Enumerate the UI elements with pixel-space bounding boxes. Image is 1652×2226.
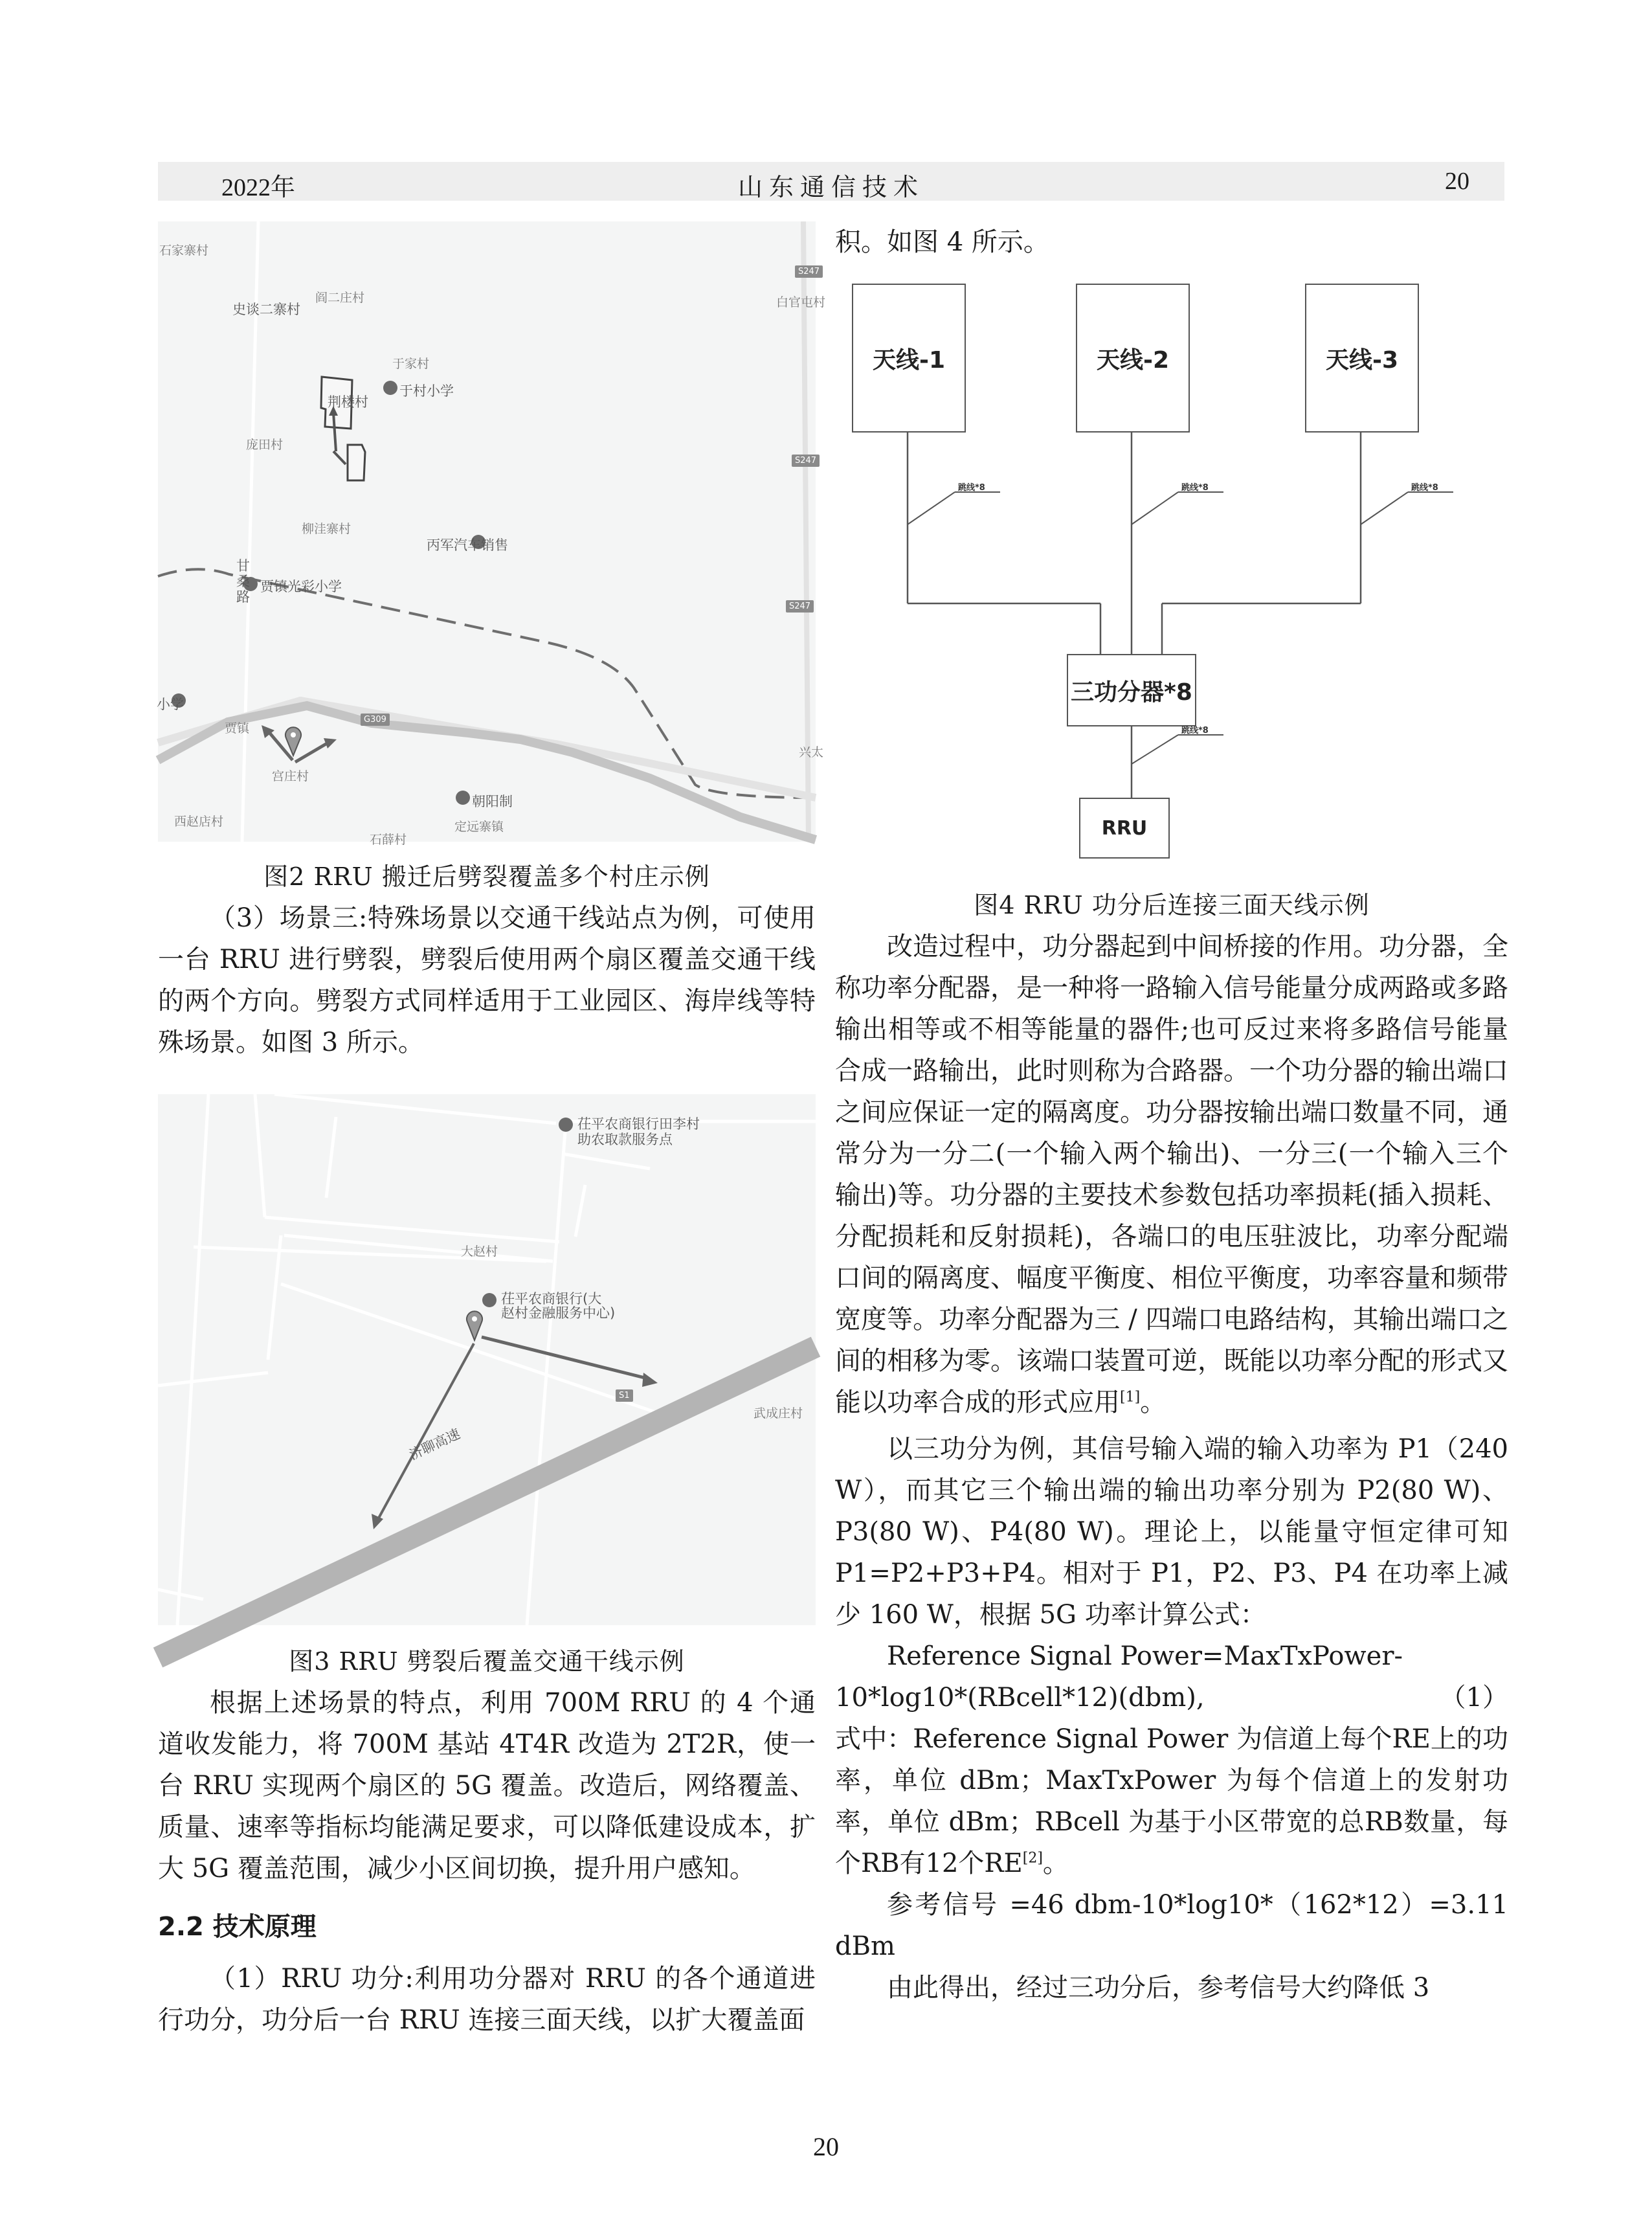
map-label: 茌平农商银行田李村 (577, 1116, 700, 1132)
arrowhead-east (642, 1373, 658, 1387)
road-shield: G309 (361, 714, 390, 726)
factory-icon (456, 791, 470, 805)
figure2-caption: 图2 RRU 搬迁后劈裂覆盖多个村庄示例 (263, 862, 710, 891)
map-label: 史谈二寨村 (232, 302, 300, 317)
header-journal: 山东通信技术 (737, 174, 924, 201)
paragraph-conclusion: 由此得出，经过三功分后，参考信号大约降低 3 (887, 1973, 1430, 2003)
map-label: 西赵店村 (174, 815, 224, 829)
paragraph-splitter-end: 。 (1140, 1388, 1166, 1417)
figure2-map (157, 221, 826, 847)
map-railway (158, 569, 816, 798)
map-label: 定远寨镇 (454, 820, 504, 834)
antenna-2-box: 天线-2 (1076, 284, 1190, 433)
jumper-label: 跳线*8 (1181, 483, 1209, 493)
map-label: 柳洼寨村 (302, 522, 352, 536)
figure3-map (158, 1094, 816, 1625)
paragraph-splitter-text: 改造过程中，功分器起到中间桥接的作用。功分器，全称功率分配器，是一种将一路输入信号能量分成两路或多路输出相等或不相等能量的器件;也可反过来将多路信号能量合成一路输出，此时则称为合路器。一个功分器的输出端口之间应保证一定的隔离度。功分器按输出端口数量不同，通常分为一分二(一个输入两个输出)、一分三(一个输入三个输出)等。功分器的主要技术参数包括功率损耗(插入损耗、分配损耗和反射损耗)，各端口的电压驻波比，功率分配端口间的隔离度、幅度平衡度、相位平衡度，功率容量和频带宽度等。功率分配器为三 / 四端口电路结构，其输出端口之间的相移为零。该端口装置可逆，既能以功率分配的形式又能以功率合成的形式应用 (835, 932, 1508, 1417)
road-shield: S1 (616, 1389, 633, 1402)
formula-1 (835, 1636, 1508, 1718)
village-boundary-south (348, 445, 365, 480)
figure4-caption: 图4 RRU 功分后连接三面天线示例 (974, 891, 1370, 919)
figure3-map-graphics (158, 1094, 816, 1625)
map-label: 石家寨村 (159, 243, 209, 258)
map-label: 白官屯村 (776, 295, 826, 309)
school-icon-yucun (383, 381, 397, 395)
section-heading-2-2: 2.2 技术原理 (158, 1912, 317, 1942)
running-header (158, 162, 1504, 201)
map-label: 贾镇光彩小学 (260, 579, 342, 594)
paragraph-rru-split: （1）RRU 功分:利用功分器对 RRU 的各个通道进行功分，功分后一台 RRU 连接三面天线，以扩大覆盖面 (158, 1964, 816, 2035)
arrow-east (482, 1337, 650, 1379)
formula-text: Reference Signal Power=MaxTxPower-10*log10*(RBcell*12)(dbm), (835, 1641, 1403, 1713)
arrowhead-southwest (372, 1514, 383, 1529)
map-label: 丙军汽车销售 (427, 537, 508, 553)
map-label: 赵村金融服务中心) (501, 1305, 616, 1321)
map-label: 于村小学 (399, 383, 454, 399)
left-column-bottom (158, 1682, 816, 2041)
map-label: 小学 (157, 697, 184, 712)
citation-1: [1] (1120, 1389, 1141, 1406)
map-label: 宫庄村 (272, 769, 309, 783)
map-label: 贾镇 (225, 721, 250, 736)
location-pin-icon (467, 1311, 482, 1340)
bank-icon-yuan (482, 1293, 497, 1307)
formula-explanation-end: 。 (1042, 1849, 1069, 1878)
paragraph-three-way-example: 以三功分为例，其信号输入端的输入功率为 P1（240 W），而其它三个输出端的输出功率分别为 P2(80 W)、P3(80 W)、P4(80 W)。理论上，以能量守恒定律可知 P1=P2+P3+P4。相对于 P1，P2、P3、P4 在功率上减少 160 W，根据 5G 功率计算公式： (835, 1434, 1508, 1630)
jumper-label: 跳线*8 (958, 483, 985, 493)
page-number: 20 (813, 2132, 839, 2161)
formula-explanation-text: 式中：Reference Signal Power 为信道上每个RE上的功率，单位 dBm；MaxTxPower 为每个信道上的发射功率，单位 dBm；RBcell 为基于小区带宽的总RB数量，每个RB有12个RE (835, 1724, 1508, 1878)
expressway-jiliao (158, 1347, 816, 1658)
location-pin-icon (285, 727, 301, 756)
three-way-splitter-box: 三功分器*8 (1067, 654, 1196, 726)
map-label: 荆楼村 (328, 394, 368, 410)
map-label: 茌平农商银行(大 (501, 1291, 602, 1307)
right-column-top (835, 221, 1508, 263)
citation-2: [2] (1022, 1850, 1043, 1867)
paragraph-formula-explanation (835, 1718, 1508, 1884)
map-label-road: 甘桑路 (236, 558, 250, 605)
expressway-label: 济聊高速 (407, 1426, 463, 1463)
bank-icon (559, 1118, 573, 1132)
arrow-southeast (333, 451, 346, 464)
antenna-1-box: 天线-1 (852, 284, 966, 433)
map-label: 兴太 (799, 745, 824, 759)
map-label: 石薛村 (370, 833, 407, 847)
jumper-label: 跳线*8 (1181, 726, 1209, 736)
map-label: 大赵村 (461, 1244, 498, 1259)
road-shield: S247 (786, 600, 814, 613)
map-label: 阎二庄村 (315, 291, 365, 305)
paragraph-scenario-summary: 根据上述场景的特点，利用 700M RRU 的 4 个通道收发能力，将 700M 基站 4T4R 改造为 2T2R，使一台 RRU 实现两个扇区的 5G 覆盖。改造后，网络覆盖、质量、速率等指标均能满足要求，可以降低建设成本，扩大 5G 覆盖范围，减少小区间切换，提升用户感知。 (158, 1688, 816, 1883)
left-column-top (158, 897, 816, 1063)
paragraph-continuation: 积。如图 4 所示。 (835, 227, 1049, 257)
figure4-diagram (835, 259, 1508, 848)
rru-box: RRU (1079, 798, 1170, 859)
map-label: 武成庄村 (753, 1406, 803, 1421)
right-column-body (835, 926, 1508, 2008)
road-shield: S247 (792, 455, 820, 467)
formula-number: （1） (1440, 1683, 1508, 1713)
header-year: 2022年 (221, 174, 296, 201)
map-label: 于家村 (392, 357, 430, 371)
arrowhead-east (324, 738, 337, 748)
header-page: 20 (1445, 168, 1469, 195)
arrow-east (295, 743, 328, 762)
figure3-caption: 图3 RRU 劈裂后覆盖交通干线示例 (289, 1647, 685, 1676)
map-label: 助农取款服务点 (577, 1132, 673, 1147)
paragraph-scenario3: （3）场景三:特殊场景以交通干线站点为例，可使用一台 RRU 进行劈裂，劈裂后使用两个扇区覆盖交通干线的两个方向。劈裂方式同样适用于工业园区、海岸线等特殊场景。如图 3 所示。 (158, 903, 816, 1057)
map-label: 庞田村 (246, 438, 284, 452)
paragraph-calculation: 参考信号 =46 dbm-10*log10*（162*12）=3.11 dBm (835, 1890, 1508, 1961)
paragraph-splitter-definition (835, 926, 1508, 1423)
antenna-3-box: 天线-3 (1305, 284, 1419, 433)
road-shield: S247 (795, 265, 823, 278)
jumper-label: 跳线*8 (1411, 483, 1438, 493)
map-label: 朝阳制 (472, 794, 513, 809)
